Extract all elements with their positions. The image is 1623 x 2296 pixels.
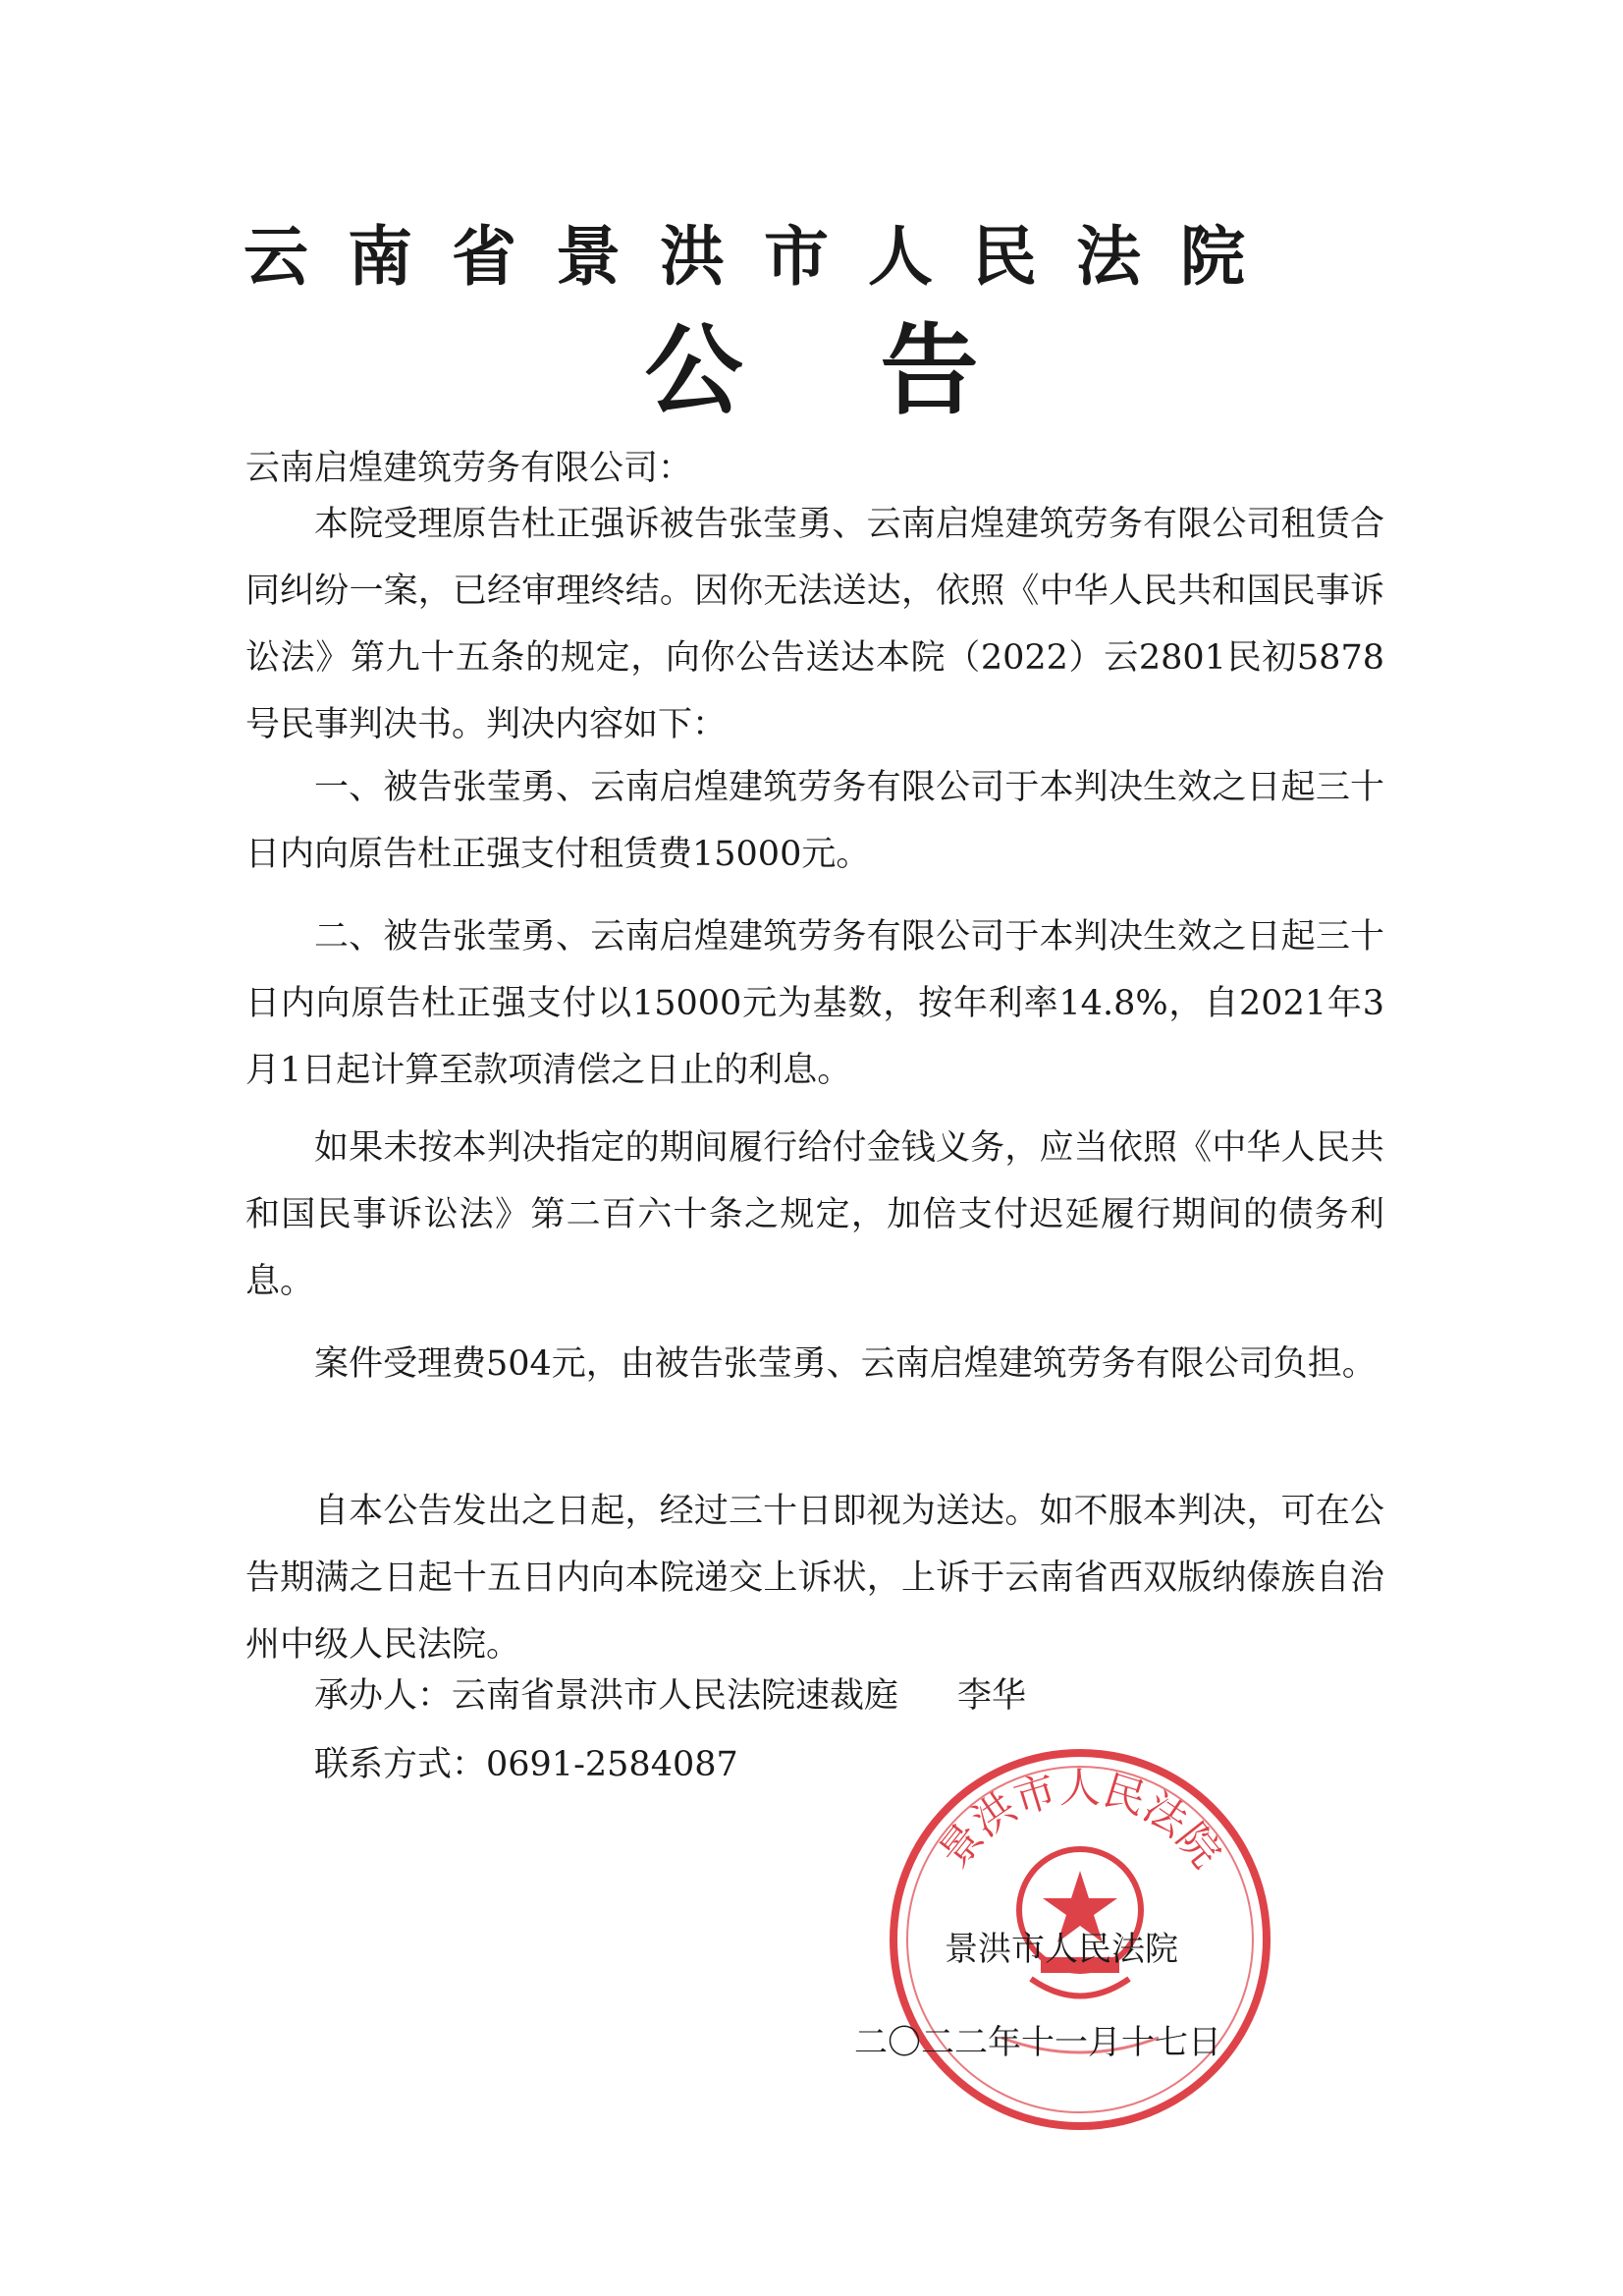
addressee: 云南启煌建筑劳务有限公司：	[245, 449, 693, 488]
signature-court-name: 景洪市人民法院	[945, 1930, 1178, 1969]
notice-title: 公告	[644, 313, 1116, 428]
paragraph-service-appeal: 自本公告发出之日起，经过三十日即视为送达。如不服本判决，可在公告期满之日起十五日内向本院递交上诉状，上诉于云南省西双版纳傣族自治州中级人民法院。	[245, 1492, 1384, 1665]
handler-name: 李华	[957, 1676, 1027, 1716]
paragraph-judgment-item-2: 二、被告张莹勇、云南启煌建筑劳务有限公司于本判决生效之日起三十日内向原告杜正强支付以15000元为基数，按年利率14.8%，自2021年3月1日起计算至款项清偿之日止的利息。	[245, 917, 1384, 1090]
contact-phone: 联系方式：0691-2584087	[314, 1745, 738, 1784]
paragraph-late-interest: 如果未按本判决指定的期间履行给付金钱义务，应当依照《中华人民共和国民事诉讼法》第二百六十条之规定，加倍支付迟延履行期间的债务利息。	[245, 1128, 1384, 1301]
svg-text:景洪市人民法院: 景洪市人民法院	[929, 1764, 1231, 1877]
handler-line	[314, 1669, 1026, 1722]
handler-label: 承办人：云南省景洪市人民法院速裁庭	[314, 1676, 899, 1716]
paragraph-judgment-item-1: 一、被告张莹勇、云南启煌建筑劳务有限公司于本判决生效之日起三十日内向原告杜正强支付租赁费15000元。	[245, 768, 1384, 874]
paragraph-case-intro: 本院受理原告杜正强诉被告张莹勇、云南启煌建筑劳务有限公司租赁合同纠纷一案，已经审理终结。因你无法送达，依照《中华人民共和国民事诉讼法》第九十五条的规定，向你公告送达本院（2022）云2801民初5878号民事判决书。判决内容如下：	[245, 505, 1384, 744]
paragraph-court-fee: 案件受理费504元，由被告张莹勇、云南启煌建筑劳务有限公司负担。	[314, 1344, 1377, 1384]
court-name: 云南省景洪市人民法院	[243, 219, 1284, 295]
signature-date: 二〇二二年十一月十七日	[854, 2023, 1221, 2062]
